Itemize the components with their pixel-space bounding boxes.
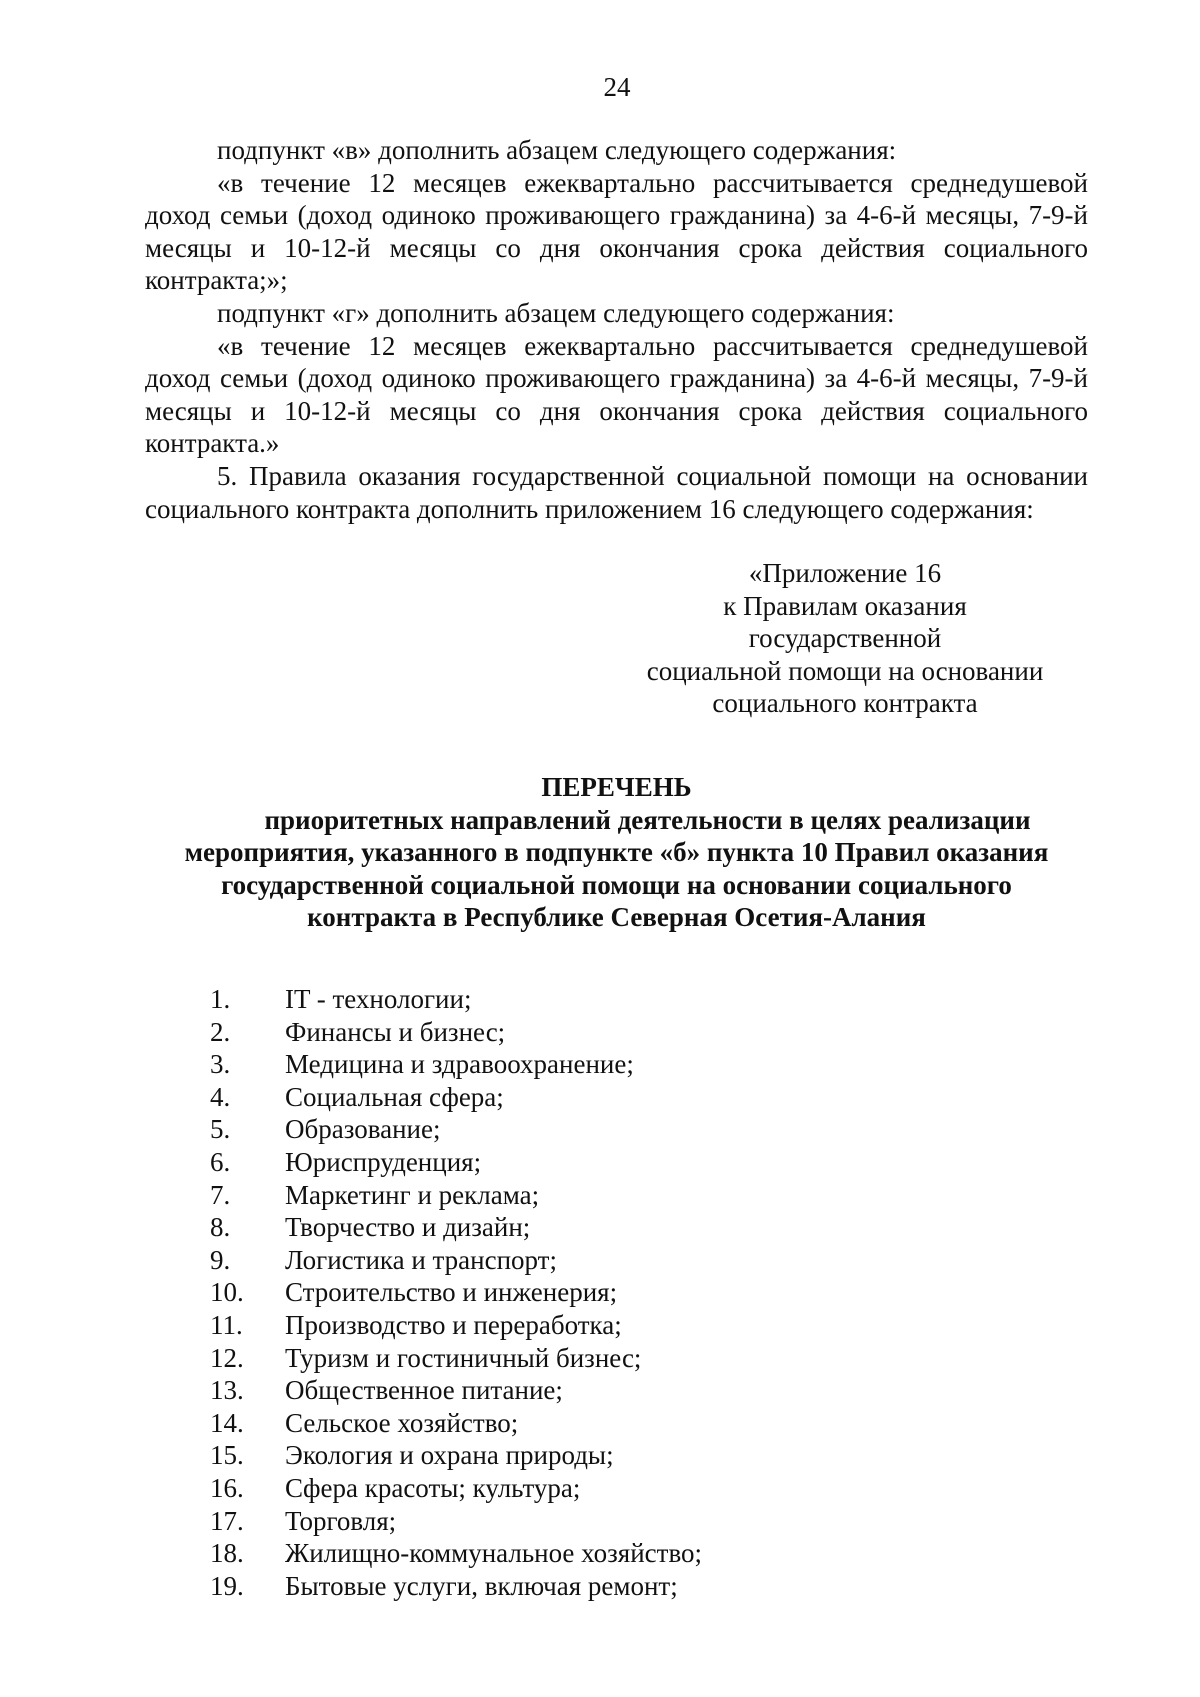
list-item — [210, 1374, 1010, 1407]
list-item — [210, 1537, 1010, 1570]
list-item-number: 12. — [210, 1342, 244, 1373]
heading-subtitle-line: государственной социальной помощи на основании социального — [221, 869, 1012, 900]
priority-directions-list — [210, 983, 1010, 1602]
list-item-text: Образование; — [285, 1114, 441, 1145]
heading-subtitle-line: мероприятия, указанного в подпункте «б» пункта 10 Правил оказания — [184, 837, 1049, 868]
appendix-line: к Правилам оказания — [723, 590, 967, 621]
list-item — [210, 1016, 1010, 1049]
list-item — [210, 1146, 1010, 1179]
appendix-line: социального контракта — [712, 688, 978, 719]
list-item-number: 5. — [210, 1114, 231, 1145]
appendix-line: «Приложение 16 — [748, 558, 942, 588]
appendix-line: государственной — [748, 623, 942, 654]
list-item-number: 16. — [210, 1472, 244, 1503]
heading-subtitle-line: приоритетных направлений деятельности в целях реализации — [264, 804, 1031, 835]
list-item — [210, 983, 1010, 1016]
list-item — [210, 1407, 1010, 1440]
list-item — [210, 1439, 1010, 1472]
list-item-text: Сфера красоты; культура; — [285, 1472, 581, 1503]
list-item-number: 7. — [210, 1179, 231, 1210]
list-item-text: Логистика и транспорт; — [285, 1244, 557, 1275]
list-item-number: 8. — [210, 1212, 231, 1243]
list-item-text: Производство и переработка; — [285, 1309, 622, 1340]
page-number: 24 — [603, 72, 631, 102]
list-item-text: Сельское хозяйство; — [285, 1407, 519, 1438]
paragraph-subpoint-v: подпункт «в» дополнить абзацем следующего содержания: — [217, 135, 897, 165]
list-item — [210, 1244, 1010, 1277]
list-item-number: 17. — [210, 1505, 244, 1536]
appendix-header — [620, 557, 1070, 720]
list-item-number: 18. — [210, 1538, 244, 1569]
list-item-number: 2. — [210, 1016, 231, 1047]
list-item-text: Финансы и бизнес; — [285, 1016, 506, 1047]
list-item — [210, 1081, 1010, 1114]
list-item — [210, 1211, 1010, 1244]
paragraph-rules-amendment: 5. Правила оказания государственной социальной помощи на основании социального контракта дополнить приложением 16 следующего содержания: — [145, 460, 1088, 524]
list-item — [210, 1342, 1010, 1375]
list-item — [210, 1505, 1010, 1538]
list-item-text: Творчество и дизайн; — [285, 1212, 531, 1243]
list-item-number: 9. — [210, 1244, 231, 1275]
list-item — [210, 1570, 1010, 1603]
list-item-text: Бытовые услуги, включая ремонт; — [285, 1570, 678, 1601]
list-item-number: 11. — [210, 1309, 243, 1340]
list-item-text: Медицина и здравоохранение; — [285, 1049, 634, 1080]
list-item-text: Маркетинг и реклама; — [285, 1179, 540, 1210]
list-item-text: Экология и охрана природы; — [285, 1440, 614, 1471]
list-item-number: 10. — [210, 1277, 244, 1308]
list-item-text: Жилищно-коммунальное хозяйство; — [285, 1538, 703, 1569]
list-item-number: 13. — [210, 1375, 244, 1406]
list-item-number: 6. — [210, 1146, 231, 1177]
list-item — [210, 1472, 1010, 1505]
list-item-number: 15. — [210, 1440, 244, 1471]
appendix-line: социальной помощи на основании — [646, 655, 1044, 686]
body-text — [145, 134, 1088, 525]
paragraph-subpoint-g: подпункт «г» дополнить абзацем следующего содержания: — [217, 297, 895, 328]
list-item — [210, 1309, 1010, 1342]
list-item-text: Туризм и гостиничный бизнес; — [285, 1342, 642, 1373]
paragraph-subpoint-v-content: «в течение 12 месяцев ежеквартально рассчитывается среднедушевой доход семьи (доход одиноко проживающего гражданина) за 4-6-й месяцы, 7-9-й месяцы и 10-12-й месяцы со дня окончания срока действия социального контракта;»; — [145, 167, 1088, 296]
list-item-text: Строительство и инженерия; — [285, 1277, 618, 1308]
paragraph-subpoint-g-content: «в течение 12 месяцев ежеквартально рассчитывается среднедушевой доход семьи (доход одиноко проживающего гражданина) за 4-6-й месяцы, 7-9-й месяцы и 10-12-й месяцы со дня окончания срока действия социального контракта.» — [145, 330, 1088, 459]
list-item — [210, 1113, 1010, 1146]
list-item-text: IT - технологии; — [285, 984, 472, 1014]
list-item — [210, 1276, 1010, 1309]
list-item-number: 1. — [210, 984, 231, 1014]
list-item-text: Торговля; — [285, 1505, 397, 1536]
list-item-number: 3. — [210, 1049, 231, 1080]
list-item-text: Общественное питание; — [285, 1375, 563, 1406]
list-item-number: 4. — [210, 1081, 231, 1112]
list-item — [210, 1048, 1010, 1081]
list-item-number: 14. — [210, 1407, 244, 1438]
list-item-number: 19. — [210, 1570, 244, 1601]
list-item-text: Социальная сфера; — [285, 1081, 504, 1112]
heading-subtitle-line: контракта в Республике Северная Осетия-Алания — [307, 902, 926, 933]
list-item-text: Юриспруденция; — [285, 1146, 482, 1177]
heading-title: ПЕРЕЧЕНЬ — [541, 772, 692, 802]
list-heading — [145, 771, 1088, 934]
list-item — [210, 1179, 1010, 1212]
